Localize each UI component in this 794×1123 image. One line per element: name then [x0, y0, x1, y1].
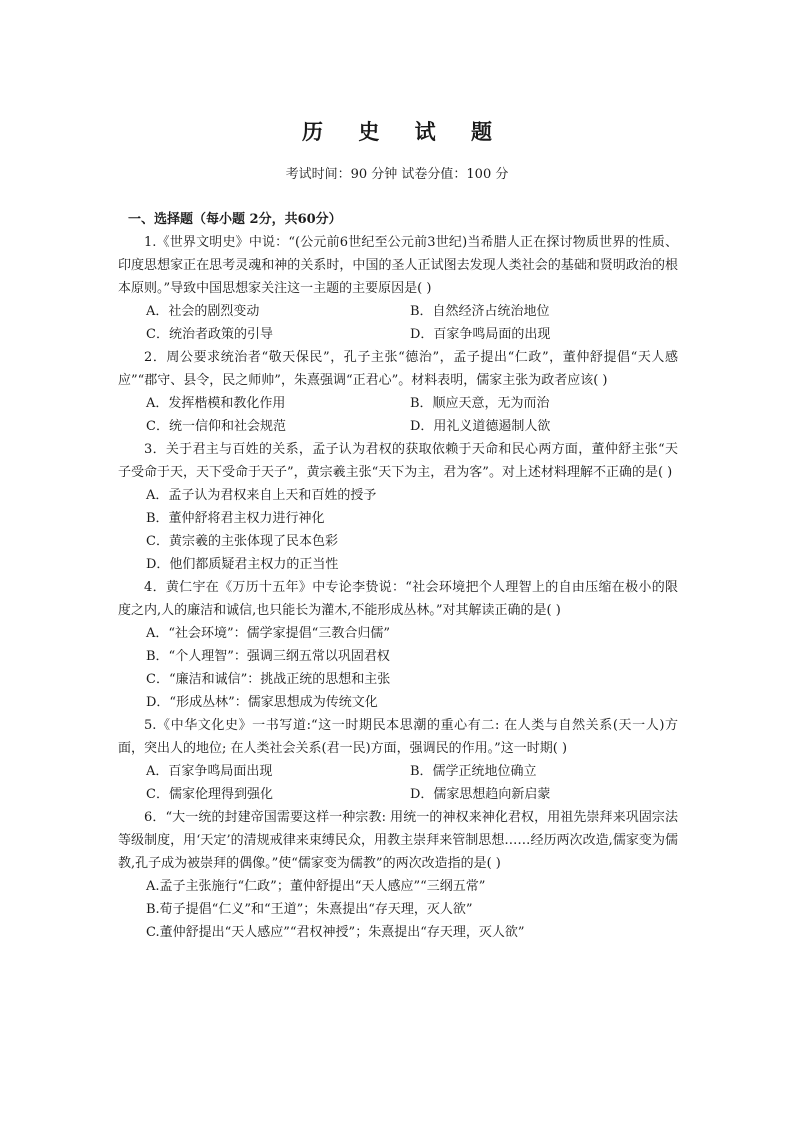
question-2-option-d: D．用礼义道德遏制人欲 [410, 419, 551, 434]
question-3-option-b: B．董仲舒将君主权力进行神化 [146, 511, 325, 526]
question-3-option-d: D．他们都质疑君主权力的正当性 [146, 557, 339, 572]
section-heading: 一、选择题（每小题 2分，共60分） [128, 212, 342, 227]
question-5-stem: 5.《中华文化史》一书写道:“这一时期民本思潮的重心有二: 在人类与自然关系(天一人)方面，突出人的地位; 在人类社会关系(君一民)方面，强调民的作用。”这一时期( ) [118, 718, 678, 756]
question-2-options-row-2 [118, 415, 678, 438]
question-3-option-a: A．孟子认为君权来自上天和百姓的授予 [146, 488, 377, 503]
question-4-option-d: D．“形成丛林”：儒家思想成为传统文化 [146, 695, 378, 710]
question-5-option-b: B．儒学正统地位确立 [410, 764, 537, 779]
exam-info: 考试时间：90 分钟 试卷分值：100 分 [285, 167, 509, 182]
question-4-option-b: B．“个人理智”：强调三纲五常以巩固君权 [146, 649, 390, 664]
question-1-option-a: A．社会的剧烈变动 [146, 304, 260, 319]
question-2-option-c: C．统一信仰和社会规范 [146, 419, 286, 434]
question-6-option-a: A.孟子主张施行“仁政”；董仲舒提出“天人感应”“三纲五常” [146, 879, 486, 894]
question-2-stem: 2．周公要求统治者“敬天保民”，孔子主张“德治”，孟子提出“仁政”，董仲舒提倡“天人感应”“郡守、县令，民之师帅”，朱熹强调“正君心”。材料表明，儒家主张为政者应该( ) [118, 350, 678, 388]
question-3-option-c: C．黄宗羲的主张体现了民本色彩 [146, 534, 338, 549]
question-2-options-row-1 [118, 392, 678, 415]
question-5-option-d: D．儒家思想趋向新启蒙 [410, 787, 551, 802]
exam-body [118, 208, 678, 944]
question-5-option-c: C．儒家伦理得到强化 [146, 787, 273, 802]
question-5-options-row-1 [118, 760, 678, 783]
question-2-option-b: B．顺应天意，无为而治 [410, 396, 550, 411]
question-3-stem: 3．关于君主与百姓的关系，孟子认为君权的获取依赖于天命和民心两方面，董仲舒主张“天子受命于天，天下受命于天子”，黄宗羲主张“天下为主，君为客”。对上述材料理解不正确的是( ) [118, 442, 678, 480]
question-1-stem: 1.《世界文明史》中说：“(公元前6世纪至公元前3世纪)当希腊人正在探讨物质世界的性质、印度思想家正在思考灵魂和神的关系时，中国的圣人正试图去发现人类社会的基础和贤明政治的根本原则。”导致中国思想家关注这一主题的主要原因是( ) [118, 235, 678, 296]
question-1-options-row-2 [118, 323, 678, 346]
question-4-stem: 4．黄仁宇在《万历十五年》中专论李贽说：“社会环境把个人理智上的自由压缩在极小的限度之内,人的廉洁和诚信,也只能长为灌木,不能形成丛林。”对其解读正确的是( ) [118, 580, 678, 618]
question-6-option-b: B.荀子提倡“仁义”和“王道”；朱熹提出“存天理，灭人欲” [146, 902, 473, 917]
question-1-options-row-1 [118, 300, 678, 323]
question-1-option-b: B．自然经济占统治地位 [410, 304, 550, 319]
question-4-option-a: A．“社会环境”：儒学家提倡“三教合归儒” [146, 626, 390, 641]
question-2-option-a: A．发挥楷模和教化作用 [146, 396, 286, 411]
question-4-option-c: C．“廉洁和诚信”：挑战正统的思想和主张 [146, 672, 391, 687]
page-title: 历 史 试 题 [302, 119, 506, 144]
question-5-option-a: A．百家争鸣局面出现 [146, 764, 273, 779]
question-1-option-d: D．百家争鸣局面的出现 [410, 327, 551, 342]
question-5-options-row-2 [118, 783, 678, 806]
question-6-option-c: C.董仲舒提出“天人感应”“君权神授”；朱熹提出“存天理，灭人欲” [146, 925, 525, 940]
question-1-option-c: C．统治者政策的引导 [146, 327, 273, 342]
question-6-stem: 6．“大一统的封建帝国需要这样一种宗教: 用统一的神权来神化君权，用祖先崇拜来巩固宗法等级制度，用‘天定’的清规戒律来束缚民众，用教主崇拜来管制思想……经历两次改造,儒家变为儒教,孔子成为被崇拜的偶像。”使“儒家变为儒教”的两次改造指的是( ) [118, 810, 678, 871]
